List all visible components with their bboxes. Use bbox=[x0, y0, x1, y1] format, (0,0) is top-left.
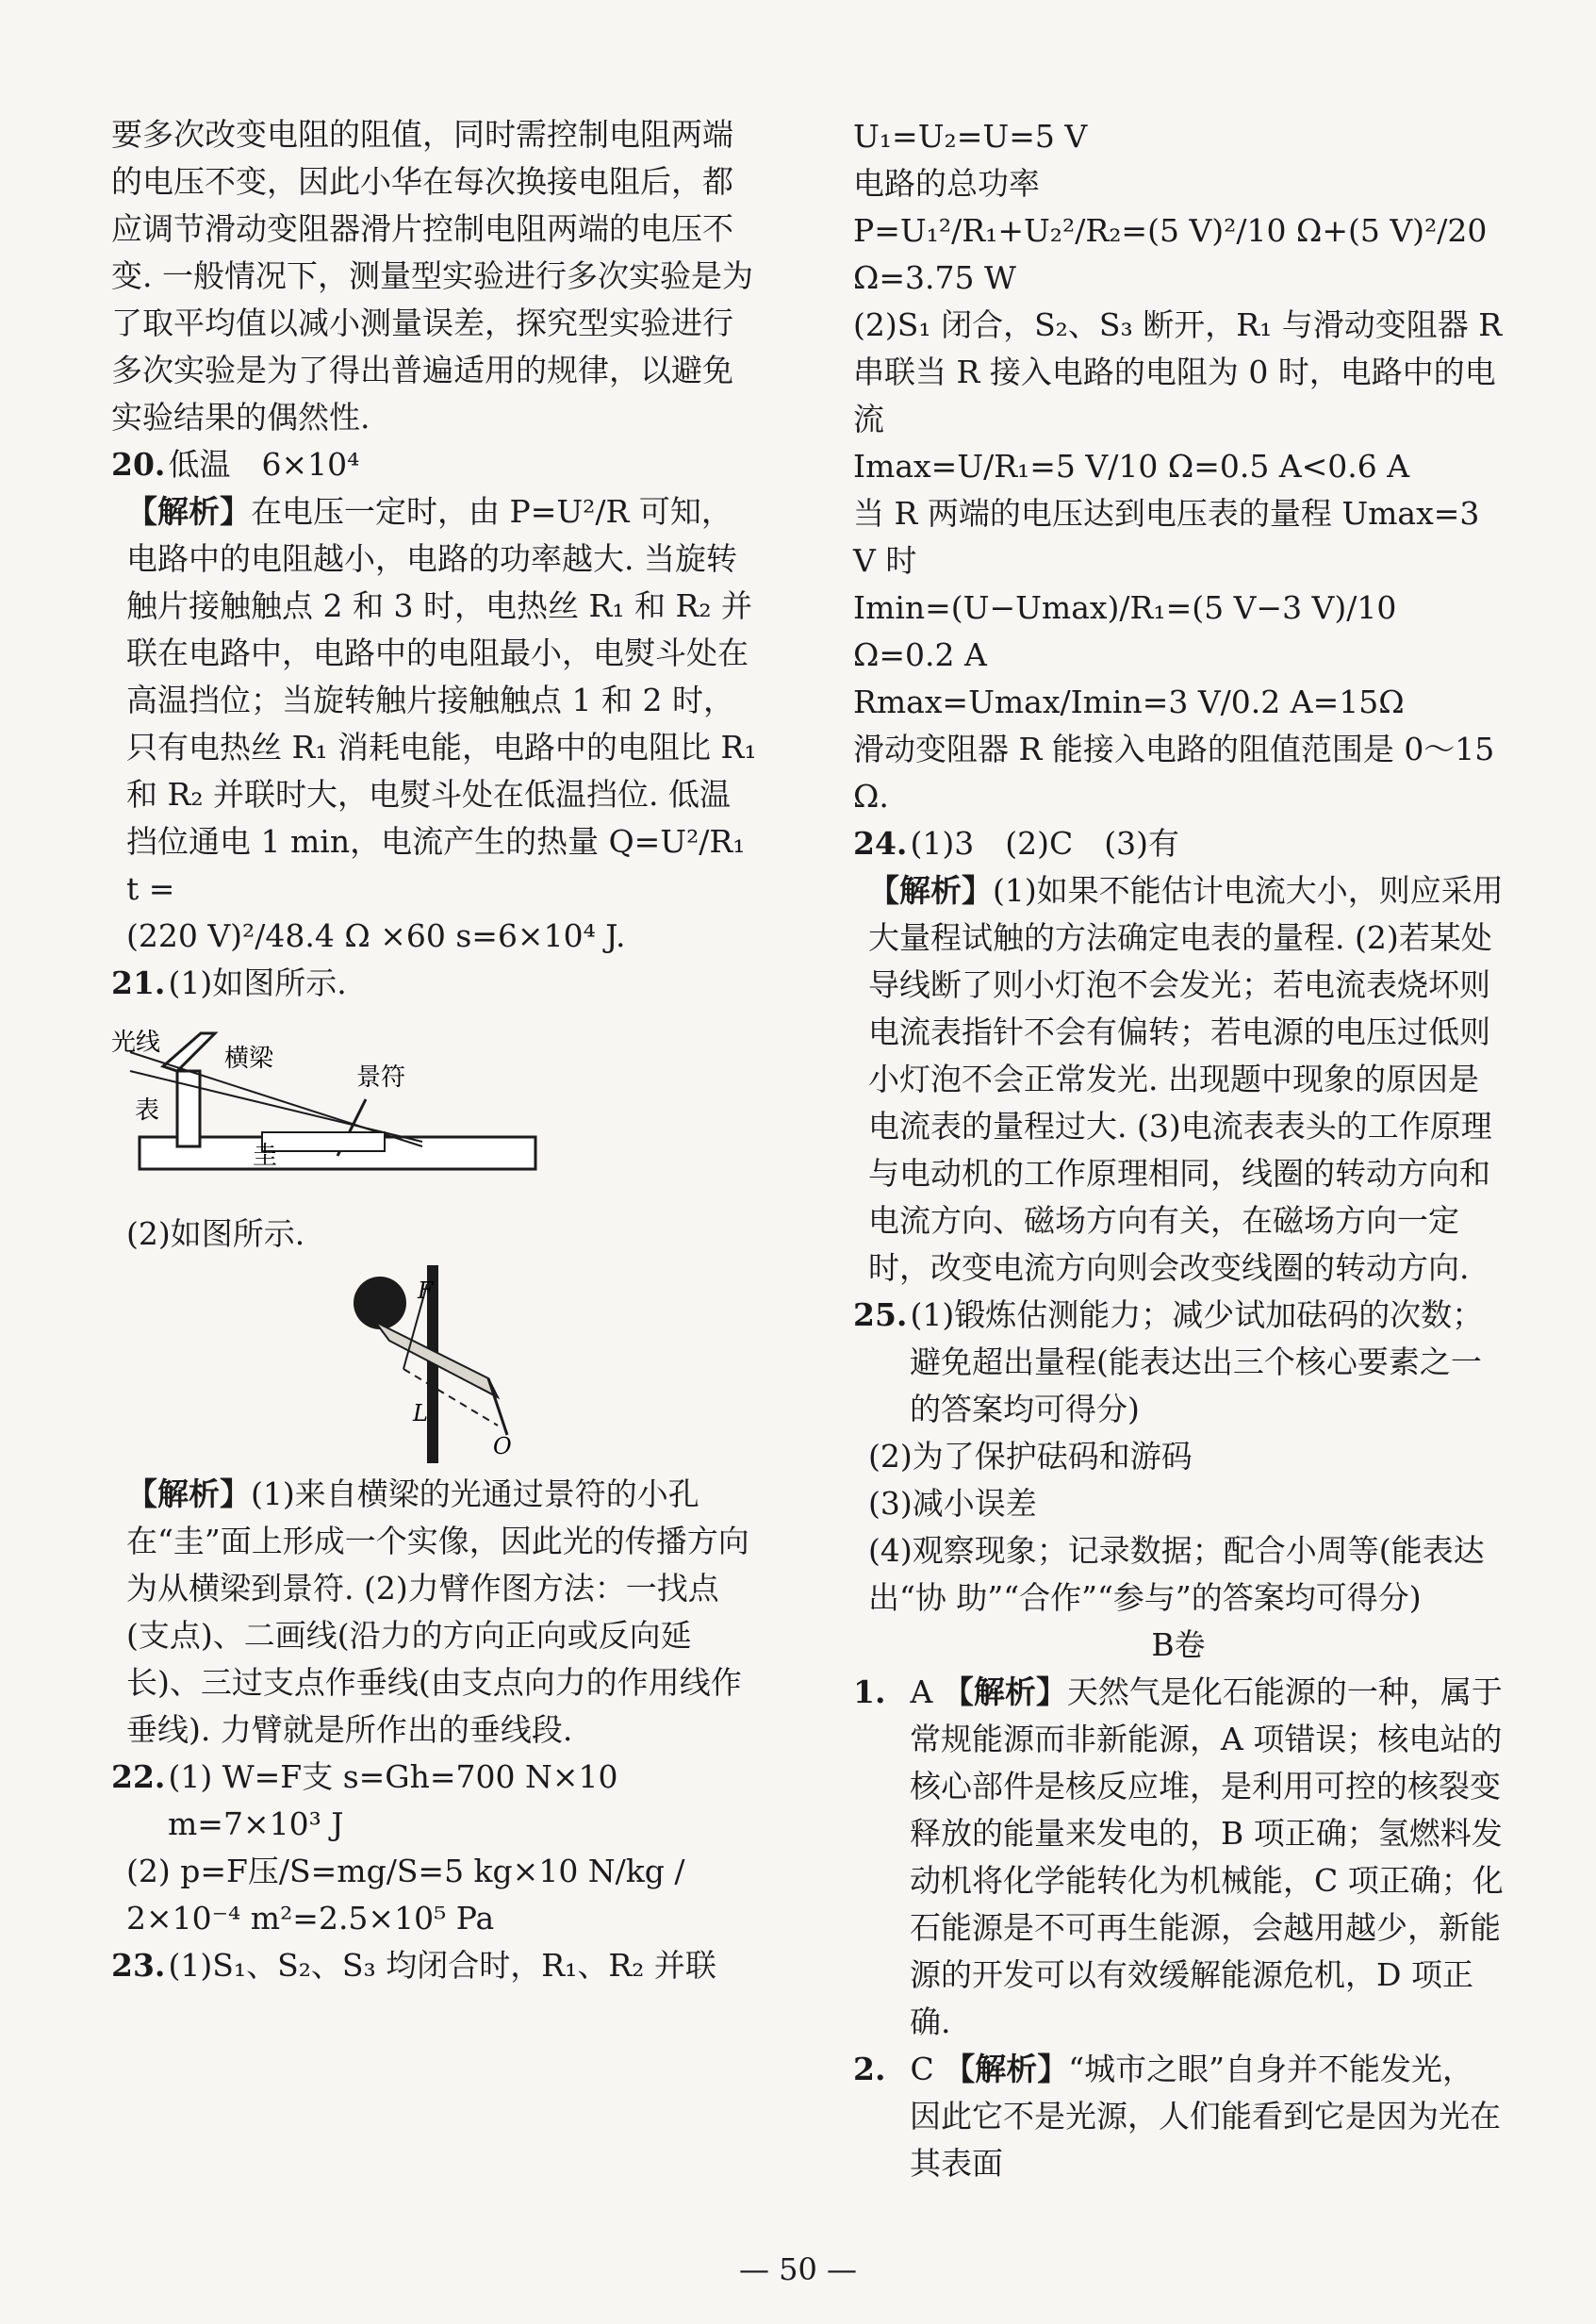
umax-condition: 当 R 两端的电压达到电压表的量程 Umax=3 V 时 bbox=[853, 495, 1480, 579]
right-column bbox=[853, 113, 1504, 2187]
question-b1 bbox=[853, 1669, 1504, 2046]
q20-analysis bbox=[111, 488, 762, 913]
sundial-figure bbox=[111, 1014, 601, 1203]
resistance-range: 滑动变阻器 R 能接入电路的阻值范围是 0～15 Ω. bbox=[853, 731, 1495, 815]
q24-analysis bbox=[853, 867, 1504, 1292]
fig1-beam-label: 横梁 bbox=[224, 1045, 274, 1073]
section-b-heading: B卷 bbox=[1151, 1626, 1206, 1663]
b1-analysis-text: 天然气是化石能源的一种，属于常规能源而非新能源，A 项错误；核电站的核心部件是核反应堆，是利用可控的核裂变释放的能量来发电的，B 项正确；氢燃料发动机将化学能转化为机械能，C 项正确；化石能源是不可再生能源，会越用越少，新能源的开发可以有效缓解能源危机，D 项正确. bbox=[910, 1673, 1504, 2040]
q20-analysis-tag: 【解析】 bbox=[126, 493, 251, 530]
q25-part1: (1)锻炼估测能力；减少试加砝码的次数；避免超出量程(能表达出三个核心要素之一的答案均可得分) bbox=[910, 1296, 1484, 1427]
fig2-O-label: O bbox=[493, 1433, 512, 1459]
q21-part2: (2)如图所示. bbox=[126, 1215, 305, 1252]
question-24 bbox=[853, 820, 1504, 867]
q21-part1: (1)如图所示. bbox=[168, 964, 347, 1001]
b1-number: 1. bbox=[853, 1673, 886, 1710]
q22-part1: (1) W=F支 s=Gh=700 N×10 m=7×10³ J bbox=[168, 1758, 618, 1842]
total-power-label: 电路的总功率 bbox=[853, 165, 1040, 202]
fig2-L-label: L bbox=[413, 1400, 428, 1426]
q24-answer: (1)3 (2)C (3)有 bbox=[910, 825, 1179, 862]
b1-analysis-tag: 【解析】 bbox=[942, 1673, 1067, 1710]
q23-number: 23. bbox=[111, 1947, 166, 1984]
q21-analysis bbox=[111, 1471, 762, 1754]
imax-formula: Imax=U/R₁=5 V/10 Ω=0.5 A<0.6 A bbox=[853, 448, 1410, 485]
b2-analysis-tag: 【解析】 bbox=[944, 2051, 1069, 2087]
question-23 bbox=[111, 1942, 762, 1989]
q24-number: 24. bbox=[853, 825, 908, 862]
q20-number: 20. bbox=[111, 446, 166, 483]
q24-analysis-text: (1)如果不能估计电流大小，则应采用大量程试触的方法确定电表的量程. (2)若某处导线断了则小灯泡不会发光；若电流表烧坏则电流表指针不会有偏转；若电源的电压过低则小灯泡不会正常发光. 出现题中现象的原因是电流表的量程过大. (3)电流表表头的工作原理与电动机的工作原理相同，线圈的转动方向和电流方向、磁场方向有关，在磁场方向一定时，改变电流方向则会改变线圈的转动方向. bbox=[868, 872, 1504, 1286]
question-b2 bbox=[853, 2046, 1504, 2187]
q22-number: 22. bbox=[111, 1758, 166, 1795]
b2-number: 2. bbox=[853, 2051, 886, 2087]
equal-voltage-line: U₁=U₂=U=5 V bbox=[853, 118, 1088, 155]
q23-part2: (2)S₁ 闭合，S₂、S₃ 断开，R₁ 与滑动变阻器 R 串联当 R 接入电路的电阻为 0 时，电路中的电流 bbox=[853, 306, 1503, 437]
imin-formula: Imin=(U−Umax)/R₁=(5 V−3 V)/10 Ω=0.2 A bbox=[853, 589, 1397, 673]
q24-analysis-tag: 【解析】 bbox=[868, 872, 993, 909]
rmax-formula: Rmax=Umax/Imin=3 V/0.2 A=15Ω bbox=[853, 684, 1405, 720]
page-number: — 50 — bbox=[738, 2251, 858, 2287]
q20-answer: 低温 6×10⁴ bbox=[168, 446, 360, 483]
b1-answer: A bbox=[910, 1673, 933, 1710]
fig1-light-label: 光线 bbox=[111, 1029, 161, 1057]
q21-number: 21. bbox=[111, 964, 166, 1001]
fig1-gui-label: 圭 bbox=[253, 1142, 278, 1170]
b2-answer: C bbox=[910, 2051, 934, 2087]
q25-number: 25. bbox=[853, 1296, 908, 1333]
fig2-F-label: F bbox=[418, 1277, 434, 1304]
question-21 bbox=[111, 960, 762, 1007]
question-25 bbox=[853, 1292, 1504, 1433]
total-power-formula: P=U₁²/R₁+U₂²/R₂=(5 V)²/10 Ω+(5 V)²/20 Ω=3.75 W bbox=[853, 212, 1488, 296]
question-22 bbox=[111, 1754, 762, 1848]
q25-part2: (2)为了保护砝码和游码 bbox=[868, 1438, 1193, 1475]
q25-part3: (3)减小误差 bbox=[868, 1485, 1037, 1522]
q23-part1: (1)S₁、S₂、S₃ 均闭合时，R₁、R₂ 并联 bbox=[168, 1947, 716, 1984]
fig1-jingfu-label: 景符 bbox=[356, 1063, 406, 1092]
lever-figure bbox=[187, 1265, 715, 1463]
left-column bbox=[111, 111, 762, 1989]
q25-part4: (4)观察现象；记录数据；配合小周等(能表达出“协 助”“合作”“参与”的答案均可得分) bbox=[868, 1532, 1485, 1616]
q20-formula: (220 V)²/48.4 Ω ×60 s=6×10⁴ J. bbox=[126, 917, 626, 954]
q19-continuation: 要多次改变电阻的阻值，同时需控制电阻两端的电压不变，因此小华在每次换接电阻后，都应调节滑动变阻器滑片控制电阻两端的电压不变. 一般情况下，测量型实验进行多次实验是为了取平均值以减小测量误差，探究型实验进行多次实验是为了得出普遍适用的规律，以避免实验结果的偶然性. bbox=[111, 116, 753, 436]
q20-analysis-text: 在电压一定时，由 P=U²/R 可知，电路中的电阻越小，电路的功率越大. 当旋转触片接触触点 2 和 3 时，电热丝 R₁ 和 R₂ 并联在电路中，电路中的电阻最小，电熨斗处在高温挡位；当旋转触片接触触点 1 和 2 时，只有电热丝 R₁ 消耗电能，电路中的电阻比 R₁ 和 R₂ 并联时大，电熨斗处在低温挡位. 低温挡位通电 1 min，电流产生的热量 Q=U²/R₁ t = bbox=[126, 493, 757, 907]
q21-analysis-tag: 【解析】 bbox=[126, 1475, 251, 1512]
question-20 bbox=[111, 441, 762, 488]
b2-analysis-text: “城市之眼”自身并不能发光，因此它不是光源，人们能看到它是因为光在其表面 bbox=[910, 2051, 1501, 2182]
q22-part2: (2) p=F压/S=mg/S=5 kg×10 N/kg / 2×10⁻⁴ m²=2.5×10⁵ Pa bbox=[126, 1853, 685, 1937]
q21-analysis-text: (1)来自横梁的光通过景符的小孔在“圭”面上形成一个实像，因此光的传播方向为从横梁到景符. (2)力臂作图方法：一找点(支点)、二画线(沿力的方向正向或反向延长)、三过支点作垂线(由支点向力的作用线作垂线). 力臂就是所作出的垂线段. bbox=[126, 1475, 749, 1748]
fig1-biao-label: 表 bbox=[135, 1096, 160, 1125]
